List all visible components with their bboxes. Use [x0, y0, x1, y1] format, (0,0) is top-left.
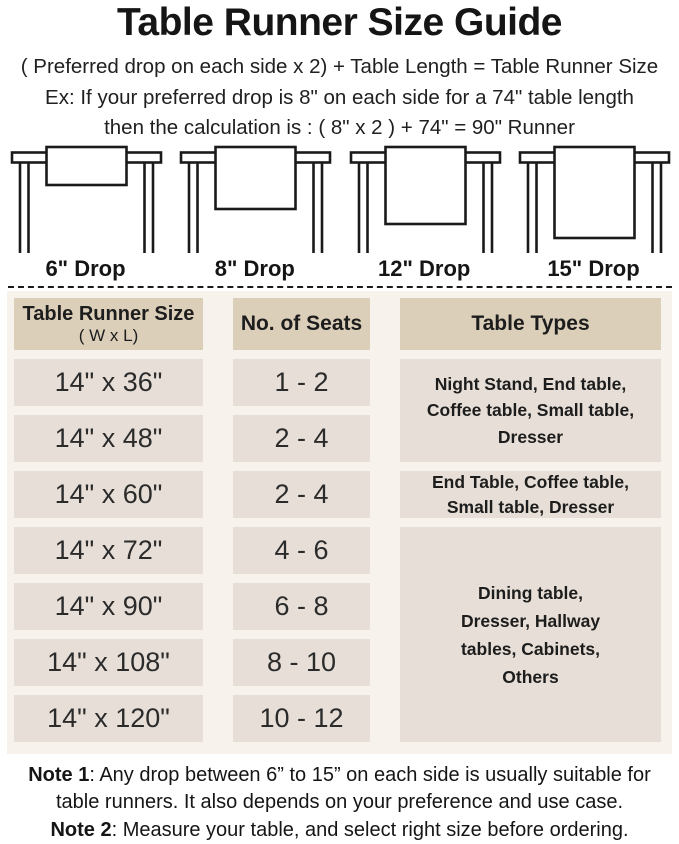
figure-6-drop: [1, 145, 170, 282]
example-line-2: then the calculation is : ( 8" x 2 ) + 74" = 90" Runner: [104, 116, 575, 140]
table-types-group-1: Night Stand, End table, Coffee table, Small table, Dresser: [400, 359, 661, 462]
drop-illustrations: [0, 145, 679, 282]
seats-cell-row3: 2 - 4: [233, 471, 370, 518]
size-cell-row6: 14" x 108": [14, 639, 203, 686]
drop-label-15: 15" Drop: [547, 256, 640, 282]
seats-cell-row7: 10 - 12: [233, 695, 370, 742]
note-2-text: : Measure your table, and select right size before ordering.: [111, 819, 629, 842]
note-2: [4, 817, 675, 844]
table-runner-15-drop-illustration: [509, 145, 678, 253]
note-1-text: : Any drop between 6” to 15” on each side is usually suitable for table runners. It also depends on your preference and use case.: [55, 764, 651, 813]
header-table-types: Table Types: [400, 298, 661, 350]
size-cell-row4: 14" x 72": [14, 527, 203, 574]
size-cell-row5: 14" x 90": [14, 583, 203, 630]
table-runner-6-drop-illustration: [1, 145, 170, 253]
header-runner-size-title: Table Runner Size: [22, 302, 195, 325]
formula-text: ( Preferred drop on each side x 2) + Table Length = Table Runner Size: [20, 55, 659, 79]
seats-cell-row2: 2 - 4: [233, 415, 370, 462]
drop-label-12: 12" Drop: [377, 256, 471, 282]
size-table-panel: [7, 291, 672, 754]
table-runner-8-drop-illustration: [170, 145, 339, 253]
note-1: [4, 762, 675, 815]
size-cell-row7: 14" x 120": [14, 695, 203, 742]
size-cell-row1: 14" x 36": [14, 359, 203, 406]
header-runner-size: [14, 298, 203, 350]
table-runner-12-drop-illustration: [340, 145, 509, 253]
note-2-label: Note 2: [50, 819, 112, 842]
seats-cell-row1: 1 - 2: [233, 359, 370, 406]
note-1-label: Note 1: [28, 764, 90, 787]
size-table: [14, 298, 661, 742]
figure-8-drop: [170, 145, 339, 282]
figure-15-drop: [509, 145, 678, 282]
notes-section: [0, 762, 679, 844]
size-cell-row3: 14" x 60": [14, 471, 203, 518]
drop-label-6: 6" Drop: [45, 256, 126, 282]
seats-cell-row4: 4 - 6: [233, 527, 370, 574]
table-types-group-2: End Table, Coffee table, Small table, Dresser: [400, 471, 661, 518]
seats-cell-row6: 8 - 10: [233, 639, 370, 686]
table-types-group-3: Dining table, Dresser, Hallway tables, Cabinets, Others: [400, 527, 661, 742]
seats-cell-row5: 6 - 8: [233, 583, 370, 630]
size-cell-row2: 14" x 48": [14, 415, 203, 462]
figure-12-drop: [340, 145, 509, 282]
example-line-1: Ex: If your preferred drop is 8" on each side for a 74" table length: [45, 86, 634, 110]
dashed-divider: [8, 286, 672, 288]
drop-label-8: 8" Drop: [214, 256, 295, 282]
header-runner-size-sub: ( W x L): [78, 325, 139, 345]
header-no-of-seats: No. of Seats: [233, 298, 370, 350]
page-title: Table Runner Size Guide: [116, 1, 563, 44]
